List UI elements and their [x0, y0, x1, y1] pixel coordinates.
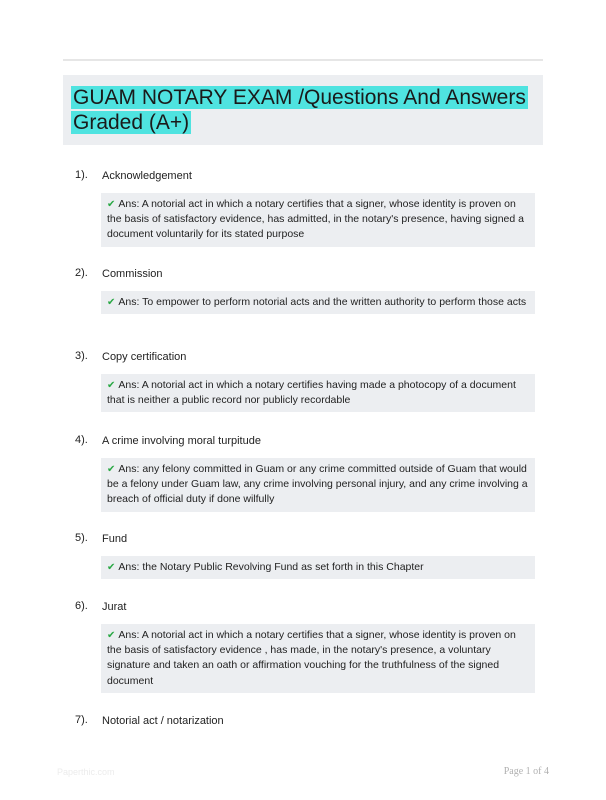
page-number: Page 1 of 4	[503, 766, 549, 777]
check-icon: ✔	[107, 464, 116, 475]
answer-text: Ans: A notorial act in which a notary certifies that a signer, whose identity is proven on the basis of satisfactory evidence, has admitted, in the notary's presence, having signed a document voluntarily for its stated purpose	[107, 198, 524, 241]
answer-text: Ans: A notorial act in which a notary certifies having made a photocopy of a document that is neither a public record nor publicly recordable	[107, 379, 516, 407]
check-icon: ✔	[107, 297, 116, 308]
question-number: 5).	[75, 532, 88, 544]
question-term: Jurat	[102, 601, 127, 613]
answer-text: Ans: any felony committed in Guam or any crime committed outside of Guam that would be a felony under Guam law, any crime involving personal injury, and any crime involving a breach of official duty if done wilfully	[107, 463, 528, 506]
question-term: Acknowledgement	[102, 170, 192, 182]
question-number: 6).	[75, 600, 88, 612]
title-block	[63, 75, 543, 145]
answer-text: Ans: To empower to perform notorial acts and the written authority to perform those acts	[118, 296, 527, 308]
question-number: 4).	[75, 434, 88, 446]
document-title-text: GUAM NOTARY EXAM /Questions And Answers Graded (A+)	[73, 86, 526, 134]
question-term: Copy certification	[102, 351, 187, 363]
footer-watermark: Paperthic.com	[57, 767, 115, 777]
question-number: 7).	[75, 714, 88, 726]
question-term: Commission	[102, 268, 163, 280]
check-icon: ✔	[107, 199, 116, 210]
question-number: 2).	[75, 267, 88, 279]
question-term: Fund	[102, 533, 128, 545]
document-title	[71, 85, 541, 135]
answer-text: Ans: the Notary Public Revolving Fund as set forth in this Chapter	[118, 561, 424, 573]
question-number: 1).	[75, 169, 88, 181]
check-icon: ✔	[107, 630, 116, 641]
check-icon: ✔	[107, 562, 116, 573]
question-term: A crime involving moral turpitude	[102, 435, 261, 447]
answer-box	[101, 624, 535, 693]
check-icon: ✔	[107, 380, 116, 391]
answer-text: Ans: A notorial act in which a notary certifies that a signer, whose identity is proven on the basis of satisfactory evidence , has made, in the notary's presence, a voluntary signature and taken an oath or affirmation vouching for the truthfulness of the signed document	[107, 629, 516, 687]
answer-box	[101, 556, 535, 579]
answer-box	[101, 374, 535, 412]
answer-box	[101, 193, 535, 247]
question-number: 3).	[75, 350, 88, 362]
answer-box	[101, 291, 535, 314]
answer-box	[101, 458, 535, 512]
top-divider	[63, 59, 543, 61]
question-term: Notorial act / notarization	[102, 715, 224, 727]
